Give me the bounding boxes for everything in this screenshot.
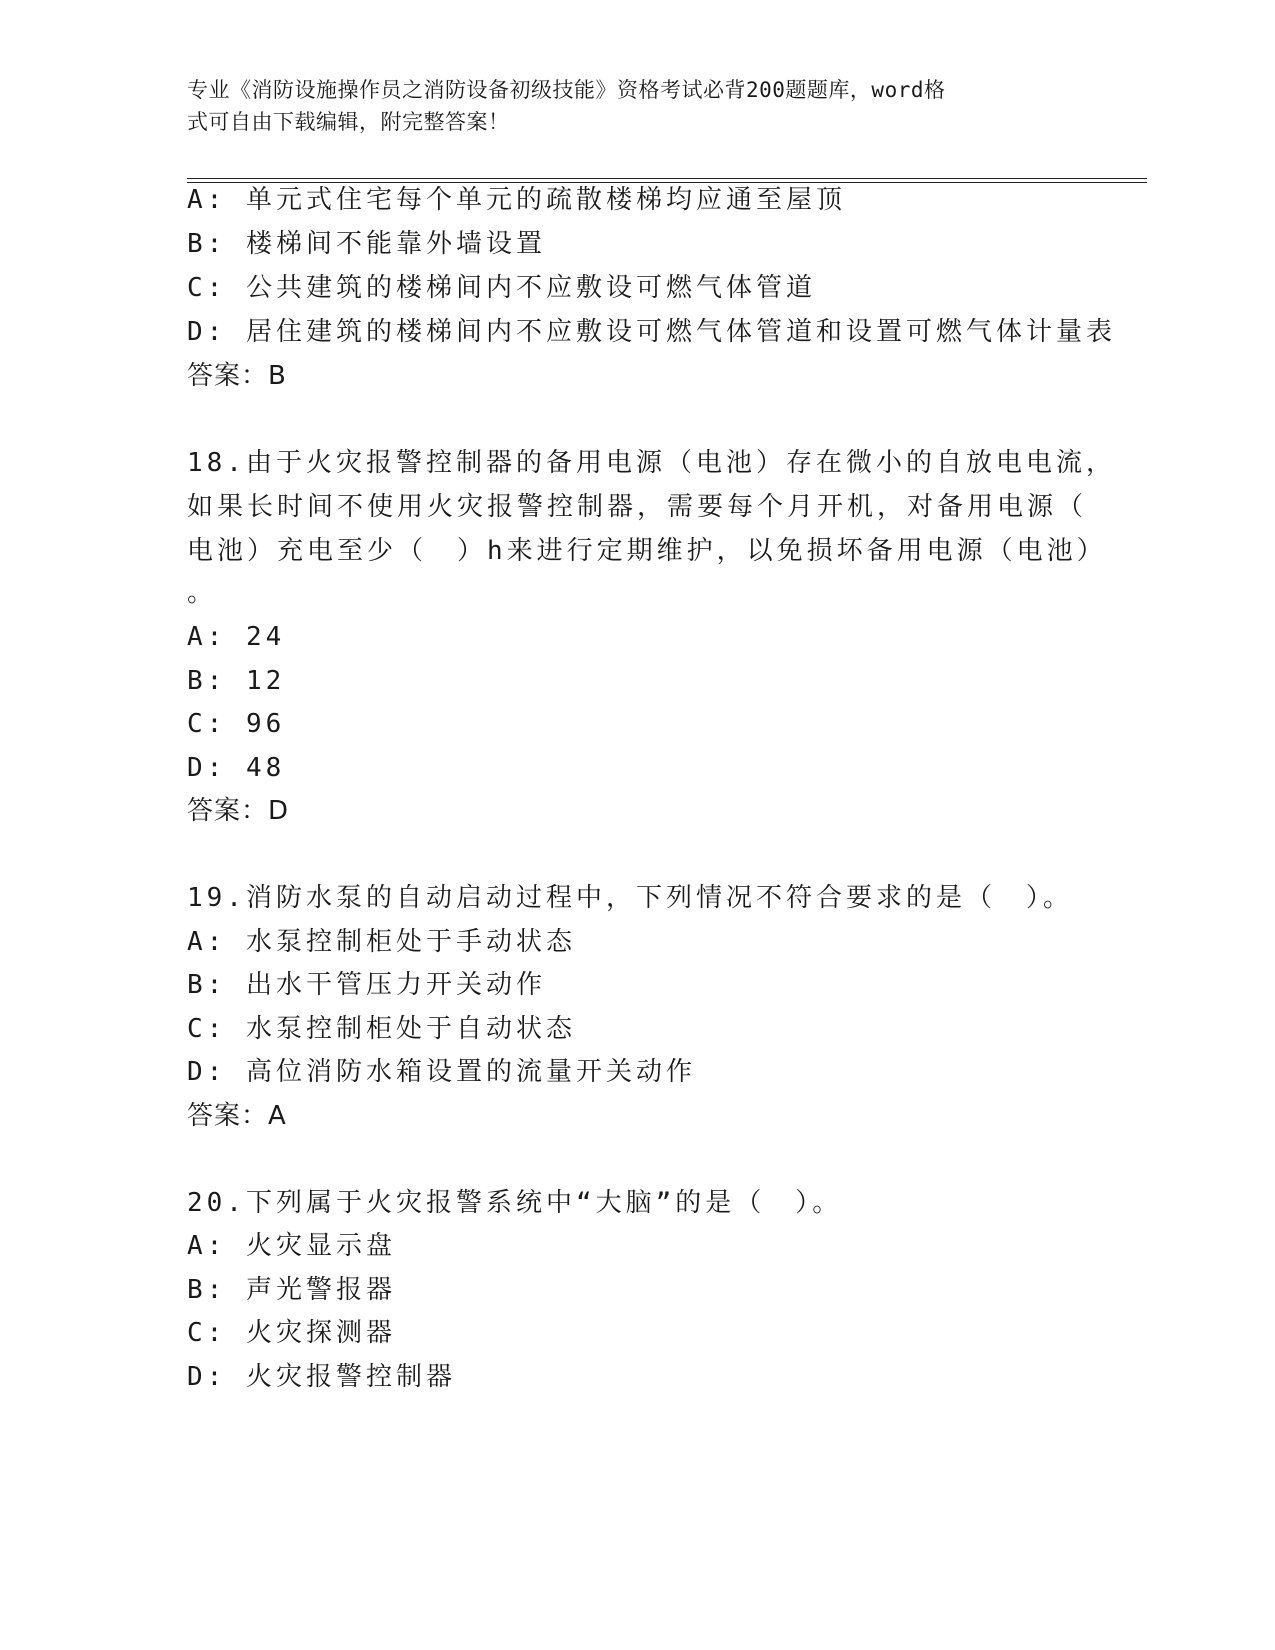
q17-option-b: B: 楼梯间不能靠外墙设置 bbox=[187, 229, 546, 259]
q18-option-a: A: 24 bbox=[187, 622, 286, 652]
q18-option-c: C: 96 bbox=[187, 709, 286, 739]
q19-stem-line-1: 19.消防水泵的自动启动过程中，下列情况不符合要求的是（ ）。 bbox=[187, 883, 1073, 913]
q20-option-d: D: 火灾报警控制器 bbox=[187, 1362, 456, 1392]
q19-option-c: C: 水泵控制柜处于自动状态 bbox=[187, 1014, 576, 1044]
q18-stem-line-3: 电池）充电至少（ ）h来进行定期维护，以免损坏备用电源（电池） bbox=[187, 536, 1107, 566]
q19-answer: 答案：A bbox=[187, 1101, 287, 1131]
q19-option-a: A: 水泵控制柜处于手动状态 bbox=[187, 927, 576, 957]
q17-option-c: C: 公共建筑的楼梯间内不应敷设可燃气体管道 bbox=[187, 273, 816, 303]
q20-stem-line-1: 20.下列属于火灾报警系统中“大脑”的是（ ）。 bbox=[187, 1188, 843, 1218]
header-line-1: 专业《消防设施操作员之消防设备初级技能》资格考试必背200题题库，word格 bbox=[187, 78, 946, 102]
document-header bbox=[187, 74, 1067, 138]
q17-option-a: A: 单元式住宅每个单元的疏散楼梯均应通至屋顶 bbox=[187, 185, 846, 215]
q20-option-b: B: 声光警报器 bbox=[187, 1275, 396, 1305]
q18-answer: 答案：D bbox=[187, 796, 290, 826]
q18-stem-line-4: 。 bbox=[187, 578, 218, 608]
header-line-2: 式可自由下载编辑，附完整答案！ bbox=[187, 110, 510, 134]
q20-option-a: A: 火灾显示盘 bbox=[187, 1231, 396, 1261]
q20-option-c: C: 火灾探测器 bbox=[187, 1318, 396, 1348]
q18-option-b: B: 12 bbox=[187, 666, 286, 696]
q17-option-d: D: 居住建筑的楼梯间内不应敷设可燃气体管道和设置可燃气体计量表 bbox=[187, 317, 1116, 347]
q18-stem-line-2: 如果长时间不使用火灾报警控制器，需要每个月开机，对备用电源（ bbox=[187, 492, 1088, 522]
q19-option-b: B: 出水干管压力开关动作 bbox=[187, 970, 546, 1000]
q18-stem-line-1: 18.由于火灾报警控制器的备用电源（电池）存在微小的自放电电流， bbox=[187, 448, 1116, 478]
q18-option-d: D: 48 bbox=[187, 753, 286, 783]
q19-option-d: D: 高位消防水箱设置的流量开关动作 bbox=[187, 1057, 696, 1087]
q17-answer: 答案：B bbox=[187, 361, 287, 391]
